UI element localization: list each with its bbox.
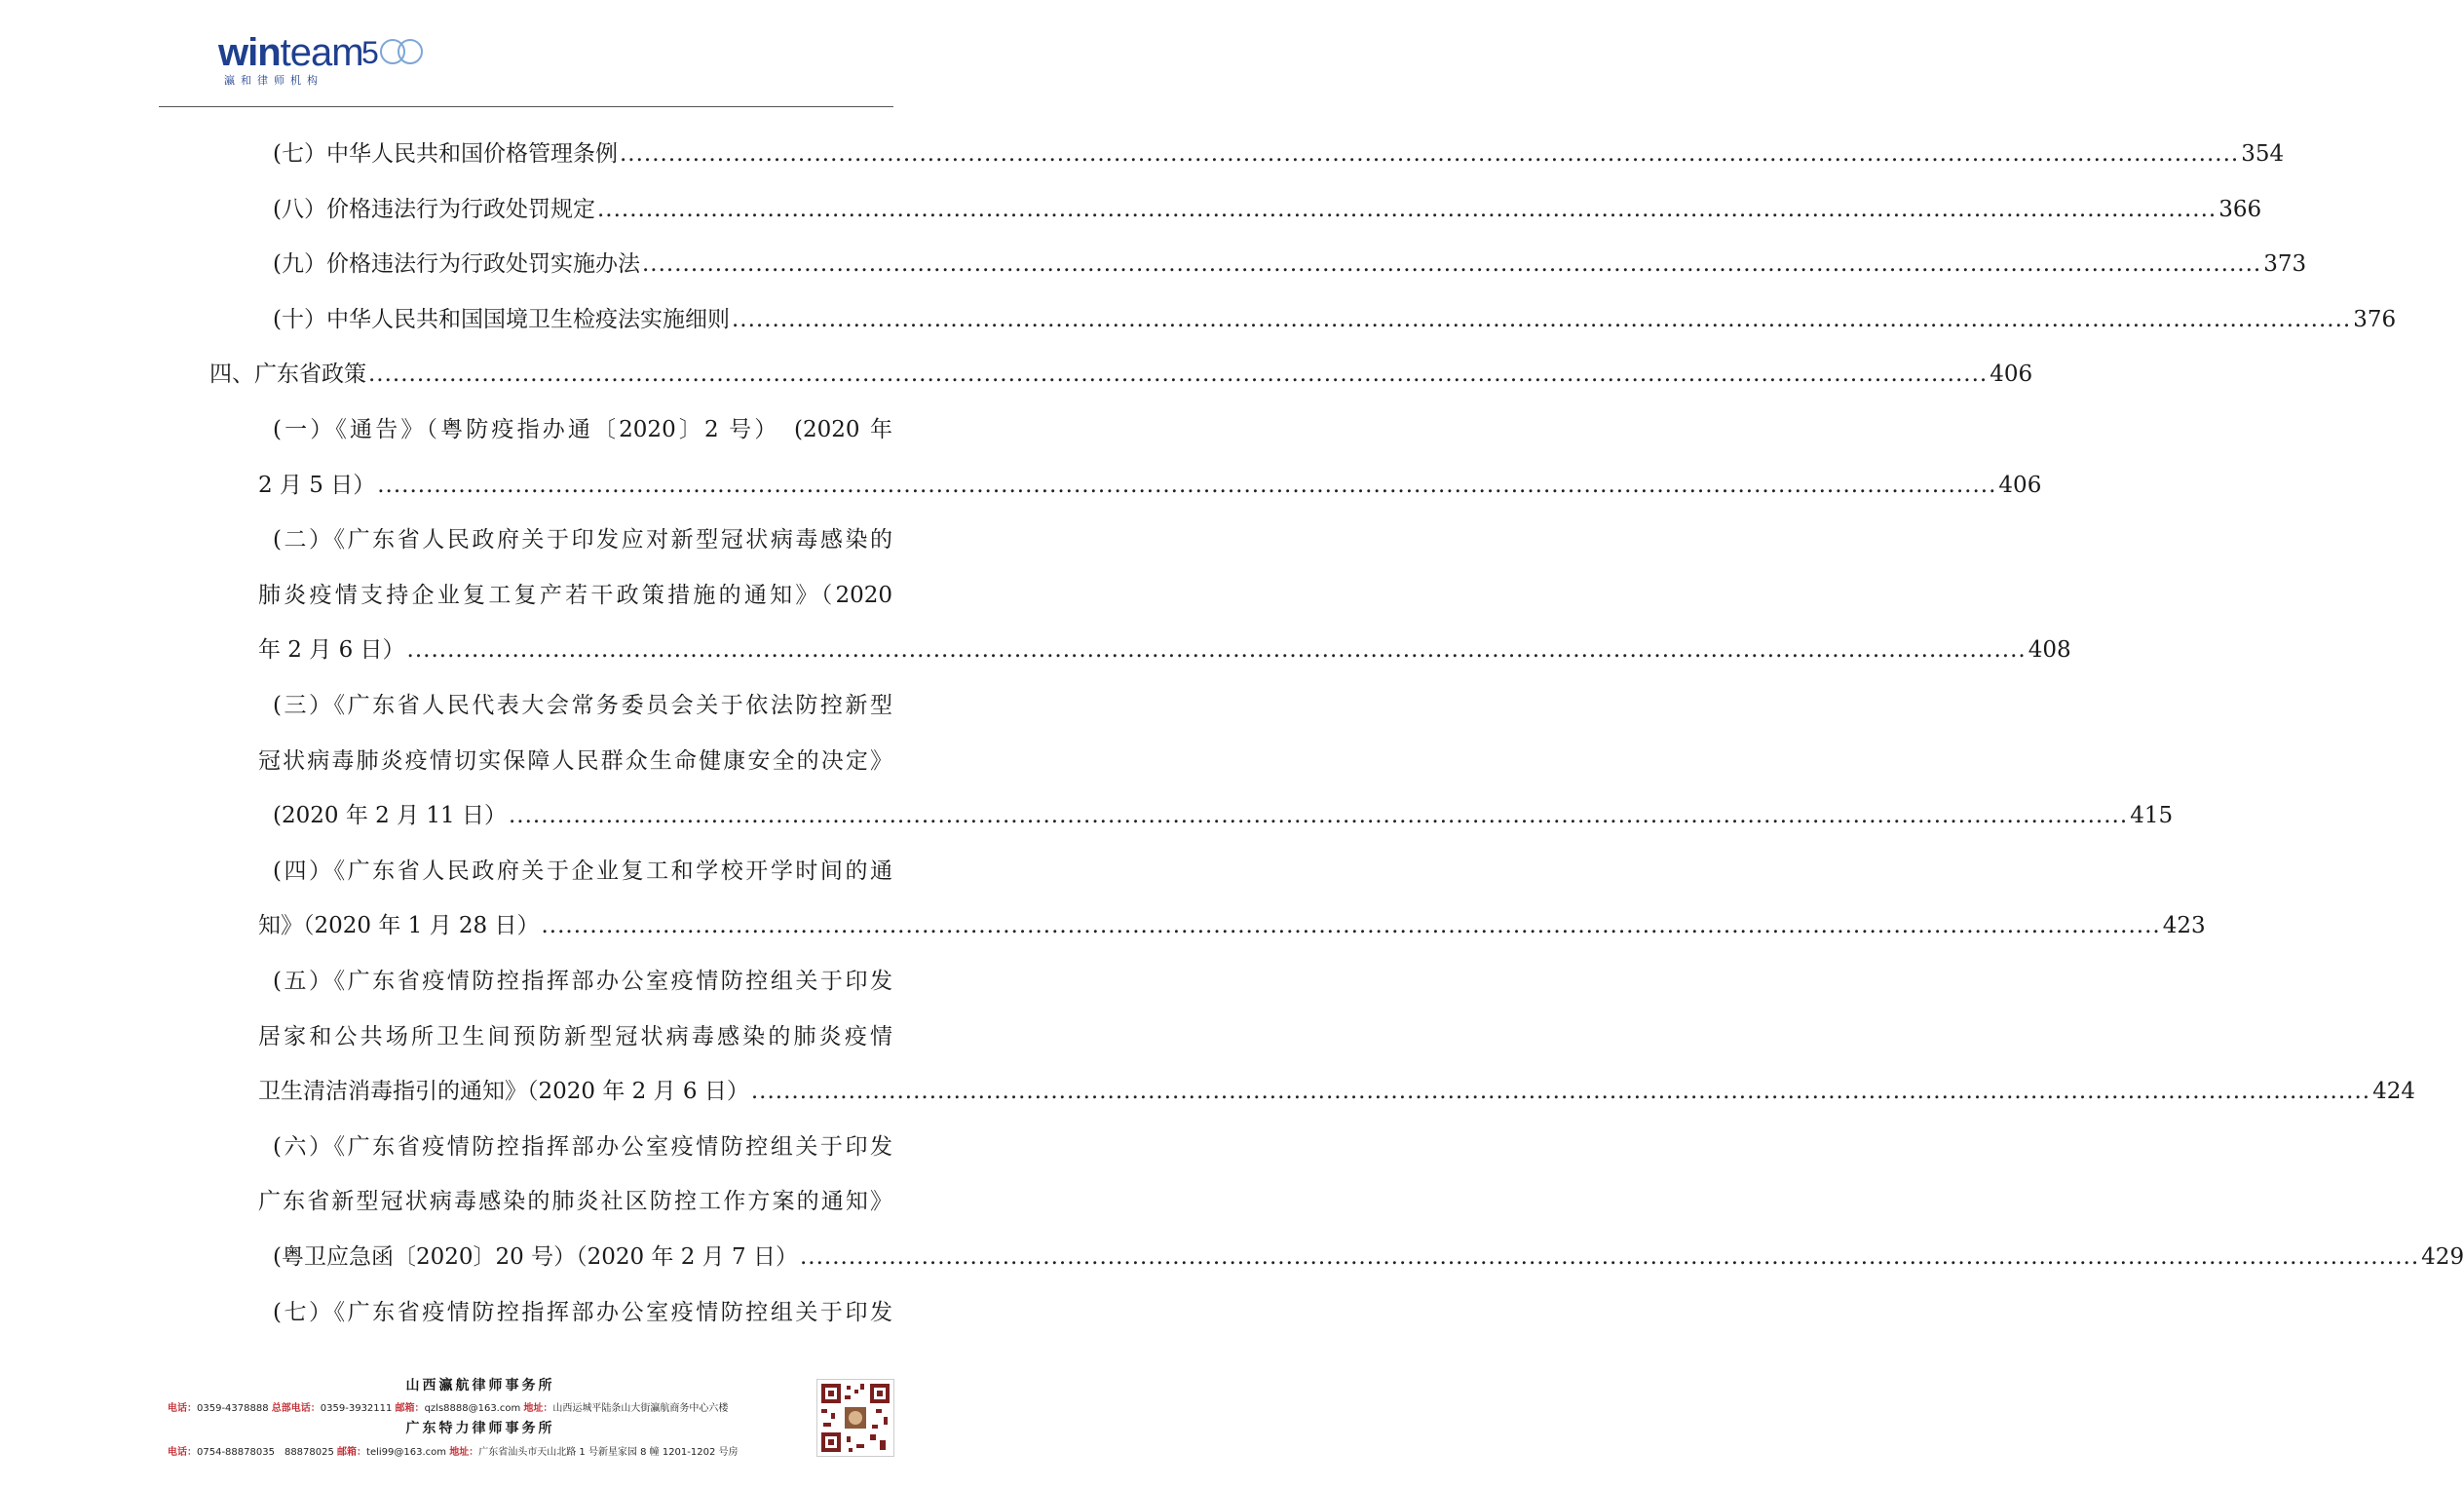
toc-entry: [273, 800, 2174, 831]
toc-leader-dots: ........................................................................................................................................................................................................: [377, 472, 1997, 498]
contact-value: 0359-3932111: [320, 1403, 393, 1414]
toc-leader-dots: ........................................................................................................................................................................................................: [406, 637, 2027, 664]
toc-page-number: 429: [2421, 1244, 2464, 1270]
toc-entry: 广东省新型冠状病毒感染的肺炎社区防控工作方案的通知》: [258, 1189, 892, 1215]
firm2-name: 广东特力律师事务所: [405, 1421, 555, 1436]
toc-entry: (六）《广东省疫情防控指挥部办公室疫情防控组关于印发: [273, 1133, 892, 1160]
toc-entry-title: (七）中华人民共和国价格管理条例: [273, 141, 618, 167]
contact-label: 邮箱：: [395, 1403, 425, 1414]
toc-entry: 冠状病毒肺炎疫情切实保障人民群众生命健康安全的决定》: [258, 747, 892, 774]
toc-entry-title: 卫生清洁消毒指引的通知》（2020 年 2 月 6 日）: [258, 1079, 749, 1105]
contact-label: 地址：: [449, 1447, 479, 1458]
contact-label: 总部电话：: [271, 1403, 321, 1414]
toc-entry: [209, 359, 2033, 390]
toc-page-number: 406: [1990, 362, 2033, 388]
toc-page-number: 415: [2130, 803, 2174, 829]
toc-leader-dots: ........................................................................................................................................................................................................: [619, 141, 2240, 167]
toc-entry: [258, 470, 2042, 501]
toc-entry-title: (八）价格违法行为行政处罚规定: [273, 196, 595, 222]
toc-entry: (七）《广东省疫情防控指挥部办公室疫情防控组关于印发: [273, 1299, 892, 1325]
firm1-contact: [168, 1399, 728, 1414]
toc-entry-title: (十）中华人民共和国国境卫生检疫法实施细则: [273, 306, 730, 332]
toc-entry: 肺炎疫情支持企业复工复产若干政策措施的通知》（2020: [258, 582, 892, 608]
toc-entry-title: (2020 年 2 月 11 日）: [273, 803, 507, 829]
header-divider: [159, 106, 893, 107]
logo-subtitle: 瀛和律师机构: [224, 74, 323, 87]
toc-page-number: 423: [2162, 913, 2206, 939]
contact-label: 电话：: [168, 1403, 197, 1414]
contact-label: 电话：: [168, 1447, 197, 1458]
toc-entry-title: 2 月 5 日）: [258, 472, 376, 498]
toc-page-number: 366: [2218, 196, 2262, 222]
toc-leader-dots: ........................................................................................................................................................................................................: [750, 1079, 2371, 1105]
toc-leader-dots: ........................................................................................................................................................................................................: [541, 913, 2161, 939]
toc-leader-dots: ........................................................................................................................................................................................................: [368, 362, 1989, 388]
logo-500-mark: [361, 35, 424, 68]
toc-entry: (五）《广东省疫情防控指挥部办公室疫情防控组关于印发: [273, 969, 892, 994]
svg-text:5: 5: [361, 35, 379, 70]
contact-value: 山西运城平陆条山大街瀛航商务中心六楼: [552, 1403, 729, 1414]
toc-entry-title: (九）价格违法行为行政处罚实施办法: [273, 251, 640, 278]
contact-label: 地址：: [523, 1403, 553, 1414]
toc-entry: [273, 194, 2262, 225]
page-header: [0, 0, 1052, 109]
contact-label: 邮箱：: [337, 1447, 367, 1458]
toc-entry: [273, 304, 2397, 335]
toc-entry: [273, 1241, 2464, 1273]
contact-value: 广东省汕头市天山北路 1 号新星家园 8 幢 1201-1202 号房: [478, 1447, 739, 1458]
toc-entry-title: (粤卫应急函〔2020〕20 号）（2020 年 2 月 7 日）: [273, 1244, 798, 1270]
contact-value: 0754-88878035 88878025: [197, 1447, 334, 1458]
toc-entry-title: 年 2 月 6 日）: [258, 637, 405, 664]
toc-entry: [273, 138, 2285, 170]
toc-page-number: 373: [2263, 251, 2307, 278]
toc-page-number: 424: [2372, 1079, 2415, 1105]
logo-wordmark: winteam: [218, 31, 363, 74]
page-footer: [0, 1369, 1052, 1488]
toc-leader-dots: ........................................................................................................................................................................................................: [596, 196, 2218, 222]
toc-entry: (一）《通告》（粤防疫指办通〔2020〕2 号） (2020 年: [273, 417, 892, 442]
firm1-name: 山西瀛航律师事务所: [405, 1378, 555, 1393]
toc-entry: (三）《广东省人民代表大会常务委员会关于依法防控新型: [273, 693, 892, 718]
toc-entry-title: 知》（2020 年 1 月 28 日）: [258, 913, 540, 939]
firm2-contact: [168, 1443, 739, 1458]
toc-entry: [273, 248, 2307, 280]
toc-leader-dots: ........................................................................................................................................................................................................: [799, 1244, 2420, 1270]
toc-entry: (二）《广东省人民政府关于印发应对新型冠状病毒感染的: [273, 527, 892, 553]
toc-leader-dots: ........................................................................................................................................................................................................: [731, 306, 2352, 332]
toc-leader-dots: ........................................................................................................................................................................................................: [641, 251, 2262, 278]
winteam-logo: [218, 33, 452, 92]
qr-code-icon: [816, 1379, 894, 1457]
contact-value: teli99@163.com: [366, 1447, 447, 1458]
toc-page-number: 406: [1998, 472, 2042, 498]
toc-entry-title: 四、广东省政策: [209, 362, 366, 388]
toc-entry: (四）《广东省人民政府关于企业复工和学校开学时间的通: [273, 858, 892, 884]
toc-leader-dots: ........................................................................................................................................................................................................: [508, 803, 2129, 829]
toc-page-number: 408: [2028, 637, 2071, 664]
toc-entry: [258, 910, 2206, 941]
toc-page-number: 354: [2241, 141, 2285, 167]
toc-entry: [258, 1076, 2415, 1107]
toc-entry: 居家和公共场所卫生间预防新型冠状病毒感染的肺炎疫情: [258, 1023, 892, 1049]
toc-entry: [258, 634, 2071, 666]
contact-value: qzls8888@163.com: [424, 1403, 521, 1414]
toc-page-number: 376: [2353, 306, 2397, 332]
contact-value: 0359-4378888: [197, 1403, 269, 1414]
